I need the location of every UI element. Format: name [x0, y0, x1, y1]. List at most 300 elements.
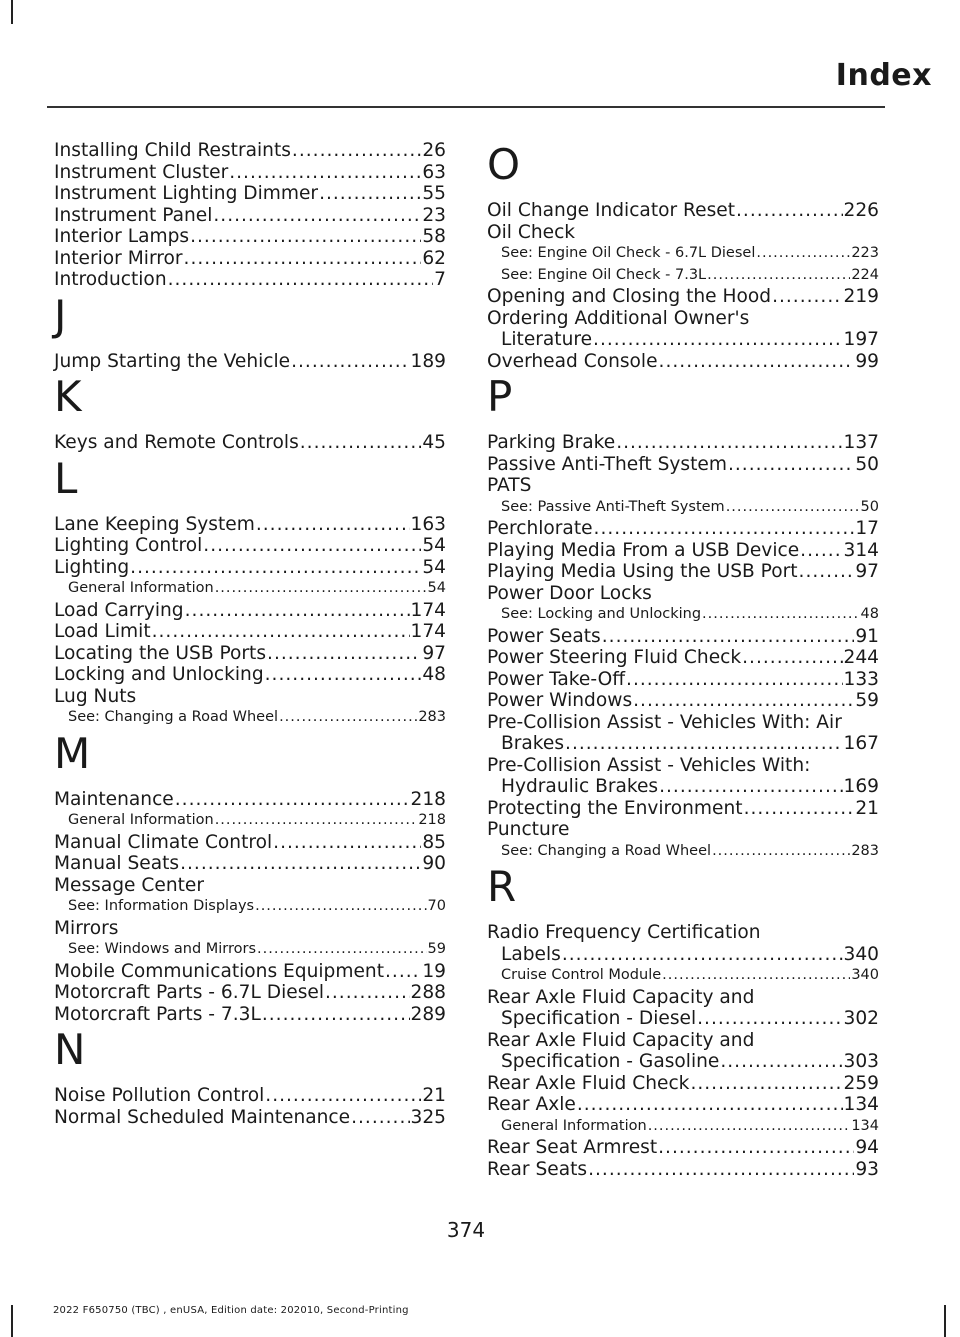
- index-entry-line: [54, 832, 446, 854]
- entry-text: Motorcraft Parts - 6.7L Diesel: [54, 982, 324, 1003]
- entry-page-number: 63: [422, 161, 446, 183]
- section-letter: L: [54, 453, 78, 503]
- entry-text: Rear Axle Fluid Check: [487, 1072, 690, 1094]
- entry-page-number: 50: [855, 453, 879, 475]
- entry-text: See: Information Displays: [68, 898, 255, 914]
- index-entry-line: [68, 810, 446, 832]
- index-entry: [54, 982, 446, 1004]
- dot-leader: [300, 432, 422, 454]
- dot-leader: [152, 621, 410, 643]
- entry-text: Perchlorate: [487, 518, 593, 539]
- entry-page-number: 97: [422, 642, 446, 664]
- index-entry: [487, 1137, 879, 1159]
- index-heading: Power Door Locks: [487, 582, 652, 604]
- entry-text: Instrument Cluster: [54, 161, 229, 183]
- entry-page-number: 21: [855, 797, 879, 819]
- entry-page-number: 174: [410, 599, 446, 621]
- entry-page-number: 169: [843, 776, 879, 797]
- index-entry: [54, 557, 446, 579]
- index-entry-line: [54, 432, 446, 454]
- entry-page-number: 137: [843, 432, 879, 453]
- entry-text: Instrument Lighting Dimmer: [54, 183, 319, 204]
- entry-page-number: 19: [422, 960, 446, 982]
- entry-page-number: 303: [843, 1051, 879, 1072]
- entry-page-number: 224: [851, 266, 879, 283]
- entry-text: Specification - Gasoline: [501, 1051, 720, 1072]
- index-entry-line: [54, 789, 446, 811]
- index-entry-line: [54, 1107, 446, 1129]
- index-entry-line: [54, 557, 446, 579]
- index-entry: [54, 162, 446, 184]
- index-entry-wrapped: [487, 712, 879, 755]
- entry-text: Jump Starting the Vehicle: [54, 350, 291, 372]
- entry-page-number: 134: [851, 1117, 879, 1134]
- entry-text: Manual Seats: [54, 853, 180, 874]
- dot-leader: [626, 669, 842, 691]
- index-heading: PATS: [487, 475, 532, 496]
- entry-text: Locking and Unlocking: [54, 664, 264, 685]
- entry-page-number: 163: [410, 513, 446, 535]
- entry-page-number: 133: [843, 668, 879, 690]
- dot-leader: [565, 733, 842, 755]
- index-entry: [487, 626, 879, 648]
- dot-leader: [267, 643, 421, 665]
- dot-leader: [130, 557, 421, 579]
- index-entry: [54, 1107, 446, 1129]
- index-entry-line: [487, 286, 879, 308]
- dot-leader: [662, 965, 850, 987]
- index-entry: [54, 1004, 446, 1026]
- index-entry: [54, 1085, 446, 1107]
- entry-text: Rear Axle Fluid Capacity and: [487, 986, 755, 1008]
- index-entry-line: [501, 604, 879, 626]
- dot-leader: [175, 789, 410, 811]
- index-entry: [54, 226, 446, 248]
- index-entry: [54, 269, 446, 291]
- index-entry-wrapped: [487, 1030, 879, 1073]
- index-entry-line: [54, 853, 446, 875]
- entry-text: See: Locking and Unlocking: [501, 606, 702, 622]
- dot-leader: [213, 205, 421, 227]
- index-subentry: [487, 604, 879, 626]
- dot-leader: [772, 286, 842, 308]
- dot-leader: [712, 841, 850, 863]
- index-entry-line: [487, 944, 879, 966]
- dot-leader: [215, 578, 427, 600]
- entry-page-number: 91: [855, 625, 879, 647]
- index-entry: [487, 1073, 879, 1095]
- entry-page-number: 99: [855, 350, 879, 372]
- index-entry: [487, 432, 879, 454]
- entry-page-number: 325: [410, 1106, 446, 1128]
- entry-text: Mobile Communications Equipment: [54, 960, 384, 982]
- entry-page-number: 50: [860, 498, 879, 515]
- index-entry: [487, 690, 879, 712]
- index-entry-line: [54, 643, 446, 665]
- entry-text: Radio Frequency Certification: [487, 922, 761, 943]
- dot-leader: [720, 1051, 842, 1073]
- entry-page-number: 134: [843, 1094, 879, 1115]
- entry-page-number: 85: [422, 831, 446, 853]
- index-entry: [54, 643, 446, 665]
- dot-leader: [690, 1073, 842, 1095]
- index-entry-line: [54, 664, 446, 686]
- index-entry-line: [54, 600, 446, 622]
- entry-page-number: 54: [422, 535, 446, 556]
- index-entry: [487, 561, 879, 583]
- page-number: 374: [446, 1218, 486, 1242]
- entry-text: Brakes: [501, 733, 565, 754]
- entry-text: See: Engine Oil Check - 6.7L Diesel: [501, 245, 756, 261]
- entry-text: Cruise Control Module: [501, 967, 662, 983]
- index-entry-line: [487, 454, 879, 476]
- entry-text: Literature: [501, 329, 593, 350]
- index-entry-line: [54, 269, 446, 291]
- dot-leader: [728, 454, 854, 476]
- entry-page-number: 340: [843, 943, 879, 965]
- index-entry-line: [487, 200, 879, 222]
- crop-mark-top-left: [11, 0, 13, 24]
- entry-text: Manual Climate Control: [54, 831, 273, 853]
- dot-leader: [602, 626, 855, 648]
- dot-leader: [351, 1107, 409, 1129]
- dot-leader: [726, 497, 860, 519]
- index-entry-line: [54, 205, 446, 227]
- index-entry: [54, 961, 446, 983]
- index-heading: Mirrors: [54, 917, 119, 939]
- index-column-right: [487, 140, 879, 1180]
- index-entry: [487, 540, 879, 562]
- section-letter: R: [487, 862, 517, 911]
- index-entry-line: [487, 1051, 879, 1073]
- entry-text: Load Limit: [54, 621, 151, 642]
- entry-page-number: 167: [843, 733, 879, 754]
- entry-page-number: 7: [434, 269, 446, 290]
- dot-leader: [800, 540, 842, 562]
- dot-leader: [203, 535, 421, 557]
- entry-page-number: 21: [422, 1085, 446, 1106]
- dot-leader: [659, 351, 855, 373]
- section-letter: M: [54, 728, 91, 778]
- entry-text: Interior Mirror: [54, 247, 183, 269]
- dot-leader: [707, 265, 850, 287]
- index-entry-line: [487, 1137, 879, 1159]
- index-subentry: [487, 965, 879, 987]
- index-entry-line: [54, 140, 446, 162]
- dot-leader: [291, 351, 409, 373]
- crop-mark-bottom-right: [944, 1305, 946, 1337]
- entry-page-number: 45: [422, 432, 446, 453]
- index-entry-line: [501, 243, 879, 265]
- entry-text: Lighting: [54, 556, 130, 578]
- footer-edition-text: 2022 F650750 (TBC) , enUSA, Edition date: 202010, Second-Printing: [53, 1305, 409, 1316]
- index-entry-line: [487, 733, 879, 755]
- index-subentry: [487, 243, 879, 265]
- entry-page-number: 197: [843, 329, 879, 350]
- entry-page-number: 48: [422, 664, 446, 685]
- entry-page-number: 340: [851, 967, 879, 983]
- index-entry-line: [68, 578, 446, 600]
- entry-text: Overhead Console: [487, 350, 658, 372]
- dot-leader: [256, 514, 410, 536]
- section-letter: O: [487, 140, 521, 189]
- entry-text: Rear Seat Armrest: [487, 1137, 658, 1158]
- dot-leader: [279, 707, 417, 729]
- index-entry-line: [487, 798, 879, 820]
- index-entry: [487, 286, 879, 308]
- index-entry-line: [54, 162, 446, 184]
- index-entry-wrapped: [487, 922, 879, 965]
- index-entry-line: [54, 183, 446, 205]
- dot-leader: [742, 647, 842, 669]
- entry-text: General Information: [501, 1117, 647, 1134]
- entry-page-number: 93: [855, 1158, 879, 1180]
- index-entry: [487, 798, 879, 820]
- entry-text: General Information: [68, 812, 214, 828]
- index-subentry: [54, 939, 446, 961]
- entry-text: Pre-Collision Assist - Vehicles With: Air: [487, 711, 842, 733]
- entry-text: Installing Child Restraints: [54, 140, 291, 161]
- index-entry-line: [501, 265, 879, 287]
- index-entry-line: [487, 329, 879, 351]
- entry-page-number: 54: [422, 556, 446, 578]
- dot-leader: [658, 1137, 854, 1159]
- dot-leader: [168, 269, 434, 291]
- index-entry-line: [54, 351, 446, 373]
- entry-page-number: 244: [843, 647, 879, 668]
- entry-page-number: 90: [422, 853, 446, 874]
- index-entry: [487, 647, 879, 669]
- entry-page-number: 97: [855, 561, 879, 582]
- dot-leader: [736, 200, 843, 222]
- entry-page-number: 283: [851, 842, 879, 859]
- index-entry-line: [501, 497, 879, 519]
- index-heading: Oil Check: [487, 221, 576, 243]
- index-entry: [54, 832, 446, 854]
- index-entry-wrapped: [487, 755, 879, 798]
- index-entry: [487, 518, 879, 540]
- entry-page-number: 174: [410, 621, 446, 642]
- index-subentry: [487, 265, 879, 287]
- dot-leader: [185, 600, 410, 622]
- dot-leader: [594, 518, 855, 540]
- index-entry: [54, 248, 446, 270]
- section-letter: N: [54, 1025, 86, 1074]
- index-entry: [54, 432, 446, 454]
- dot-leader: [744, 798, 855, 820]
- entry-page-number: 48: [860, 606, 879, 622]
- entry-page-number: 70: [427, 898, 446, 914]
- entry-text: See: Changing a Road Wheel: [68, 709, 279, 725]
- index-entry: [487, 351, 879, 373]
- index-entry-line: [68, 896, 446, 918]
- index-subentry: [487, 497, 879, 519]
- dot-leader: [325, 982, 410, 1004]
- index-entry-line: [487, 540, 879, 562]
- page-title: Index: [835, 58, 932, 93]
- index-entry-line: [501, 1116, 879, 1138]
- entry-text: Rear Axle: [487, 1094, 576, 1115]
- index-subentry: [487, 841, 879, 863]
- entry-text: Maintenance: [54, 788, 174, 810]
- dot-leader: [562, 944, 843, 966]
- index-entry-wrapped: [487, 308, 879, 351]
- dot-leader: [262, 1004, 410, 1026]
- index-entry-line: [54, 1004, 446, 1026]
- index-entry-line: [54, 514, 446, 536]
- entry-text: Lighting Control: [54, 535, 203, 556]
- entry-text: Protecting the Environment: [487, 797, 743, 819]
- index-entry-line: [54, 1085, 446, 1107]
- entry-page-number: 62: [422, 247, 446, 269]
- dot-leader: [659, 776, 842, 798]
- index-entry: [54, 205, 446, 227]
- index-entry-line: [487, 690, 879, 712]
- entry-text: See: Passive Anti-Theft System: [501, 498, 725, 515]
- index-subentry: [54, 578, 446, 600]
- section-letter: J: [54, 290, 67, 340]
- entry-text: Specification - Diesel: [501, 1008, 697, 1029]
- dot-leader: [616, 432, 842, 454]
- entry-page-number: 94: [855, 1137, 879, 1158]
- entry-text: Power Seats: [487, 625, 601, 647]
- crop-mark-bottom-left: [11, 1305, 13, 1337]
- index-entry-line: [487, 561, 879, 583]
- entry-page-number: 26: [422, 140, 446, 161]
- entry-text: Keys and Remote Controls: [54, 432, 299, 453]
- dot-leader: [265, 664, 422, 686]
- index-entry-wrapped: [487, 987, 879, 1030]
- section-letter: K: [54, 372, 82, 421]
- entry-page-number: 314: [843, 539, 879, 561]
- index-entry-line: [487, 626, 879, 648]
- index-heading: Message Center: [54, 874, 204, 896]
- entry-page-number: 223: [851, 245, 879, 261]
- index-column-left: [54, 140, 446, 1128]
- entry-page-number: 59: [855, 690, 879, 711]
- dot-leader: [215, 810, 418, 832]
- entry-text: Normal Scheduled Maintenance: [54, 1106, 351, 1128]
- entry-text: Lane Keeping System: [54, 513, 255, 535]
- entry-text: Power Windows: [487, 690, 633, 711]
- header-divider: [47, 106, 885, 108]
- entry-page-number: 59: [427, 941, 446, 957]
- dot-leader: [292, 140, 421, 162]
- entry-text: Introduction: [54, 269, 167, 290]
- index-entry-line: [487, 1073, 879, 1095]
- index-entry-line: [487, 1008, 879, 1030]
- index-entry-line: [487, 776, 879, 798]
- entry-text: Parking Brake: [487, 432, 616, 453]
- entry-text: See: Changing a Road Wheel: [501, 842, 712, 859]
- index-entry-line: [487, 351, 879, 373]
- index-entry-line: [54, 535, 446, 557]
- index-entry-line: [487, 1094, 879, 1116]
- index-entry: [54, 789, 446, 811]
- entry-page-number: 283: [418, 709, 446, 725]
- entry-text: Playing Media Using the USB Port: [487, 561, 798, 582]
- index-entry: [54, 535, 446, 557]
- dot-leader: [190, 226, 421, 248]
- index-entry-line: [54, 248, 446, 270]
- index-entry: [54, 351, 446, 373]
- dot-leader: [229, 162, 421, 184]
- dot-leader: [702, 604, 860, 626]
- dot-leader: [633, 690, 854, 712]
- entry-page-number: 55: [422, 183, 446, 204]
- entry-text: See: Windows and Mirrors: [68, 941, 257, 957]
- index-entry-line: [487, 1159, 879, 1181]
- dot-leader: [180, 853, 421, 875]
- index-entry: [54, 853, 446, 875]
- entry-text: Playing Media From a USB Device: [487, 539, 800, 561]
- entry-page-number: 219: [843, 286, 879, 307]
- index-entry: [54, 664, 446, 686]
- entry-page-number: 189: [410, 350, 446, 372]
- entry-text: Passive Anti-Theft System: [487, 453, 727, 475]
- entry-page-number: 218: [410, 788, 446, 810]
- dot-leader: [385, 961, 421, 983]
- section-letter: P: [487, 372, 513, 421]
- dot-leader: [799, 561, 855, 583]
- entry-text: General Information: [68, 580, 214, 596]
- entry-text: Pre-Collision Assist - Vehicles With:: [487, 754, 811, 776]
- entry-text: Labels: [501, 943, 561, 965]
- index-entry: [487, 454, 879, 476]
- dot-leader: [756, 243, 850, 265]
- index-subentry: [54, 810, 446, 832]
- entry-page-number: 54: [427, 580, 446, 596]
- entry-text: Instrument Panel: [54, 204, 213, 226]
- entry-text: Interior Lamps: [54, 226, 190, 247]
- dot-leader: [184, 248, 422, 270]
- index-entry: [54, 140, 446, 162]
- index-entry-line: [501, 965, 879, 987]
- dot-leader: [319, 183, 421, 205]
- entry-text: Hydraulic Brakes: [501, 776, 659, 797]
- index-entry-line: [54, 226, 446, 248]
- entry-page-number: 58: [422, 226, 446, 247]
- dot-leader: [265, 1085, 421, 1107]
- index-entry-line: [68, 939, 446, 961]
- index-entry: [487, 1094, 879, 1116]
- dot-leader: [273, 832, 421, 854]
- index-entry: [487, 1159, 879, 1181]
- dot-leader: [588, 1159, 854, 1181]
- index-entry-line: [487, 432, 879, 454]
- entry-text: Locating the USB Ports: [54, 642, 267, 664]
- entry-page-number: 288: [410, 982, 446, 1003]
- index-entry: [487, 669, 879, 691]
- entry-text: Motorcraft Parts - 7.3L: [54, 1003, 261, 1025]
- index-entry-line: [487, 647, 879, 669]
- dot-leader: [648, 1116, 851, 1138]
- dot-leader: [255, 896, 426, 918]
- index-subentry: [54, 707, 446, 729]
- entry-text: Oil Change Indicator Reset: [487, 200, 735, 221]
- index-entry-line: [54, 961, 446, 983]
- entry-text: See: Engine Oil Check - 7.3L: [501, 266, 707, 283]
- entry-page-number: 226: [843, 200, 879, 221]
- dot-leader: [697, 1008, 842, 1030]
- entry-text: Power Take-Off: [487, 668, 626, 690]
- dot-leader: [593, 329, 842, 351]
- index-entry-line: [54, 982, 446, 1004]
- entry-text: Opening and Closing the Hood: [487, 286, 772, 307]
- entry-page-number: 218: [418, 812, 446, 828]
- index-entry-line: [54, 621, 446, 643]
- entry-page-number: 289: [410, 1003, 446, 1025]
